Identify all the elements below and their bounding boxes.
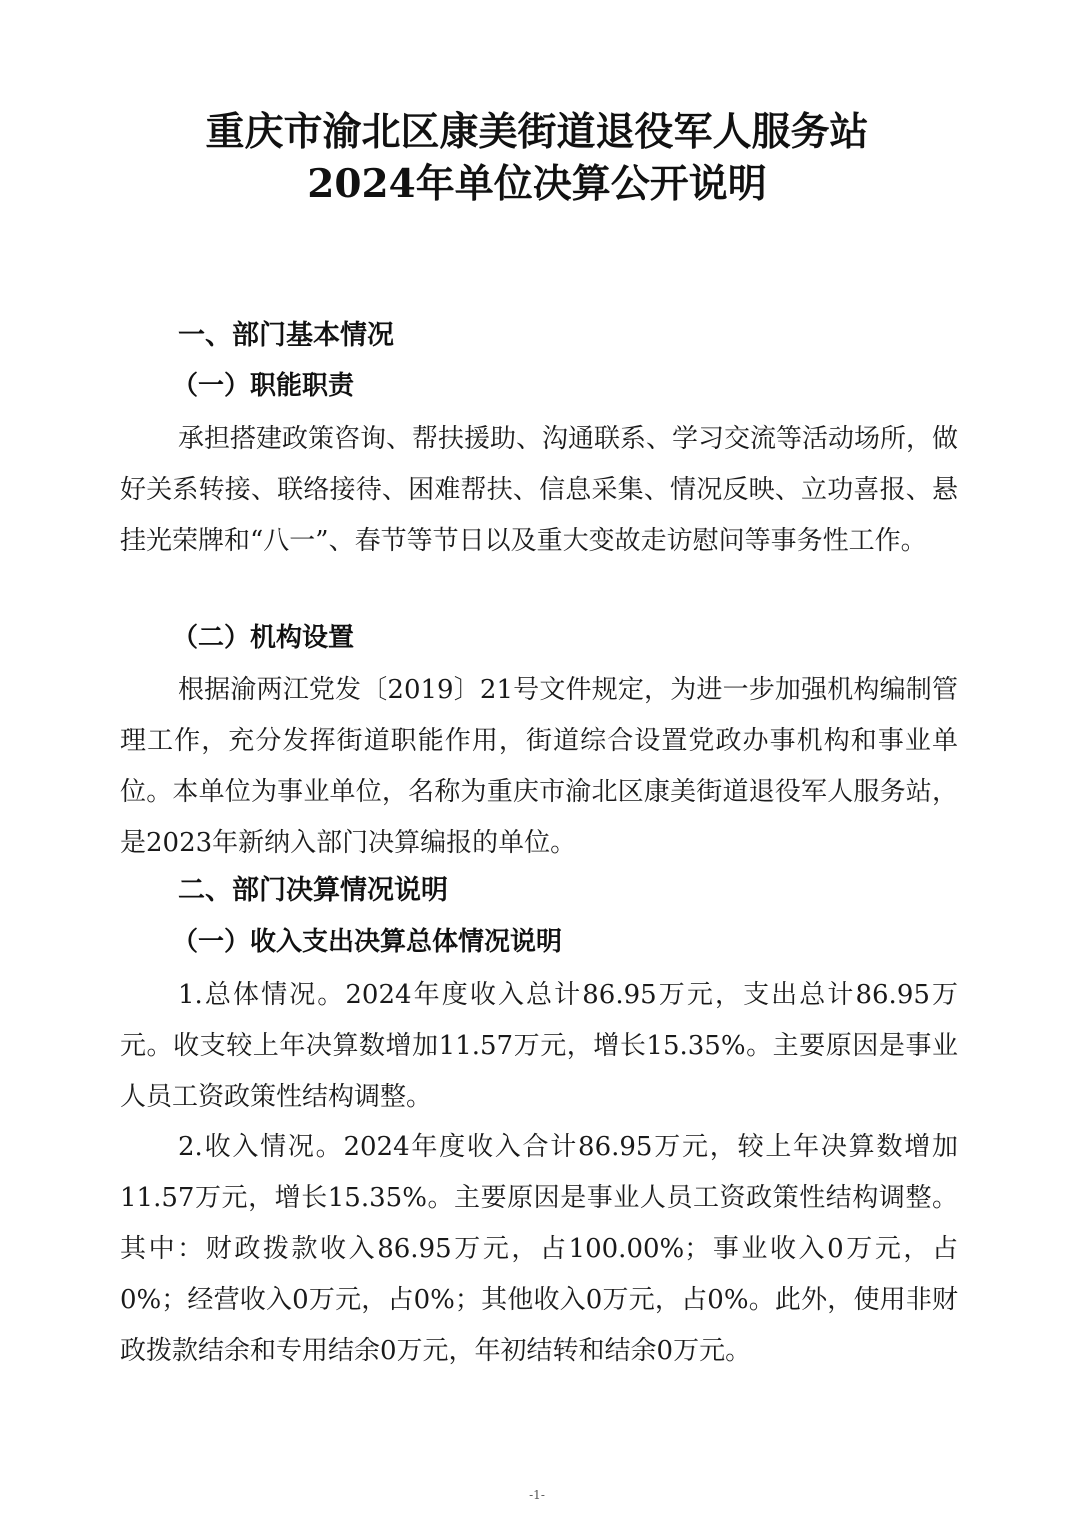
document-title-line1: 重庆市渝北区康美街道退役军人服务站 (205, 109, 869, 155)
section1-sub1-paragraph: 承担搭建政策咨询、帮扶援助、沟通联系、学习交流等活动场所，做好关系转接、联络接待、困难帮扶、信息采集、情况反映、立功喜报、悬挂光荣牌和“八一”、春节等节日以及重大变故走访慰问等事务性工作。 (120, 424, 959, 556)
section1-sub2-heading: （二）机构设置 (172, 623, 355, 653)
section2-sub1-paragraph1: 1.总体情况。2024年度收入总计86.95万元，支出总计86.95万元。收支较上年决算数增加11.57万元，增长15.35%。主要原因是事业人员工资政策性结构调整。 (120, 980, 958, 1112)
section1-sub1-heading: （一）职能职责 (172, 371, 355, 401)
document-title-line2: 2024年单位决算公开说明 (307, 161, 767, 207)
section2-sub1-heading: （一）收入支出决算总体情况说明 (172, 927, 563, 957)
section1-sub2-paragraph: 根据渝两江党发〔2019〕21号文件规定，为进一步加强机构编制管理工作，充分发挥街道职能作用，街道综合设置党政办事机构和事业单位。本单位为事业单位，名称为重庆市渝北区康美街道退役军人服务站，是2023年新纳入部门决算编报的单位。 (120, 675, 958, 858)
section1-heading: 一、部门基本情况 (178, 320, 394, 351)
section2-heading: 二、部门决算情况说明 (178, 875, 448, 906)
section2-sub1-paragraph2: 2.收入情况。2024年度收入合计86.95万元，较上年决算数增加11.57万元，增长15.35%。主要原因是事业人员工资政策性结构调整。其中：财政拨款收入86.95万元，占100.00%；事业收入0万元，占0%；经营收入0万元，占0%；其他收入0万元，占0%。此外，使用非财政拨款结余和专用结余0万元，年初结转和结余0万元。 (120, 1132, 958, 1366)
page-number: -1- (529, 1488, 545, 1502)
